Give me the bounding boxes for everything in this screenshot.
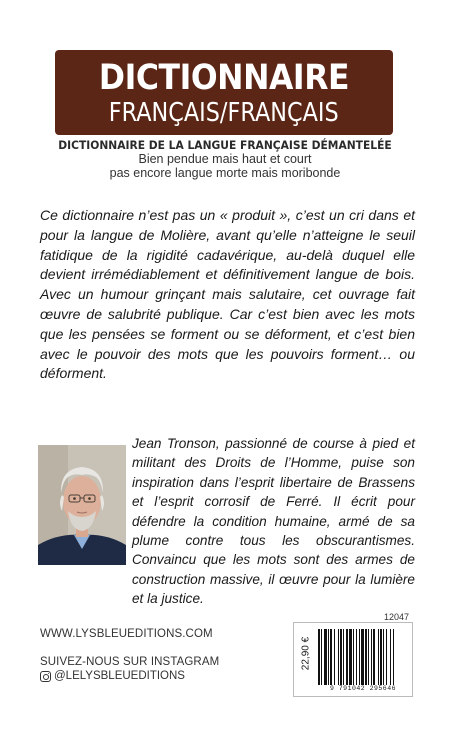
book-title-line2: FRANÇAIS/FRANÇAIS: [109, 97, 339, 128]
price-label: 22,90 €: [300, 636, 312, 671]
isbn-number: 9 791042 295646: [329, 685, 396, 692]
instagram-follow-text: SUIVEZ-NOUS SUR INSTAGRAM: [40, 656, 220, 668]
instagram-handle: @LELYSBLEUEDITIONS: [54, 670, 185, 682]
author-bio: Jean Tronson, passionné de course à pied et militant des Droits de l’Homme, puise son inspiration dans l’esprit libertaire de Brassens et l’esprit corrosif de Ferré. Il écrit pour défendre la condition humaine, armé de sa plume contre tous les obscurantismes. Convaincu que les mots sont des armes de construction massive, il œuvre pour la lumière et la justice.: [132, 436, 415, 607]
author-photo: [38, 445, 126, 565]
tagline-line2: pas encore langue morte mais moribonde: [109, 166, 341, 180]
instagram-row: [40, 670, 185, 682]
product-code: 12047: [384, 612, 410, 622]
title-banner: [55, 50, 393, 135]
book-title: DICTIONNAIRE: [98, 57, 350, 98]
tagline-line1: Bien pendue mais haut et court: [138, 152, 312, 166]
book-subtitle: DICTIONNAIRE DE LA LANGUE FRANÇAISE DÉMANTELÉE: [58, 138, 392, 152]
book-blurb: Ce dictionnaire n’est pas un « produit », c’est un cri dans et pour la langue de Molière, avant qu’elle n’atteigne le seuil fatidique de la rigidité cadavérique, au-delà duquel elle devient irrémédiablement et définitivement langue de bois. Avec un humour grinçant mais salutaire, cet ouvrage fait œuvre de salubrité publique. Car c’est bien avec les mots que les pensées se forment ou se déforment, et c’est bien avec le pouvoir des mots que les pouvoirs forment… ou déforment.: [40, 207, 415, 382]
barcode-icon: [318, 629, 408, 685]
instagram-icon: [40, 671, 51, 682]
publisher-website: WWW.LYSBLEUEDITIONS.COM: [40, 628, 213, 640]
